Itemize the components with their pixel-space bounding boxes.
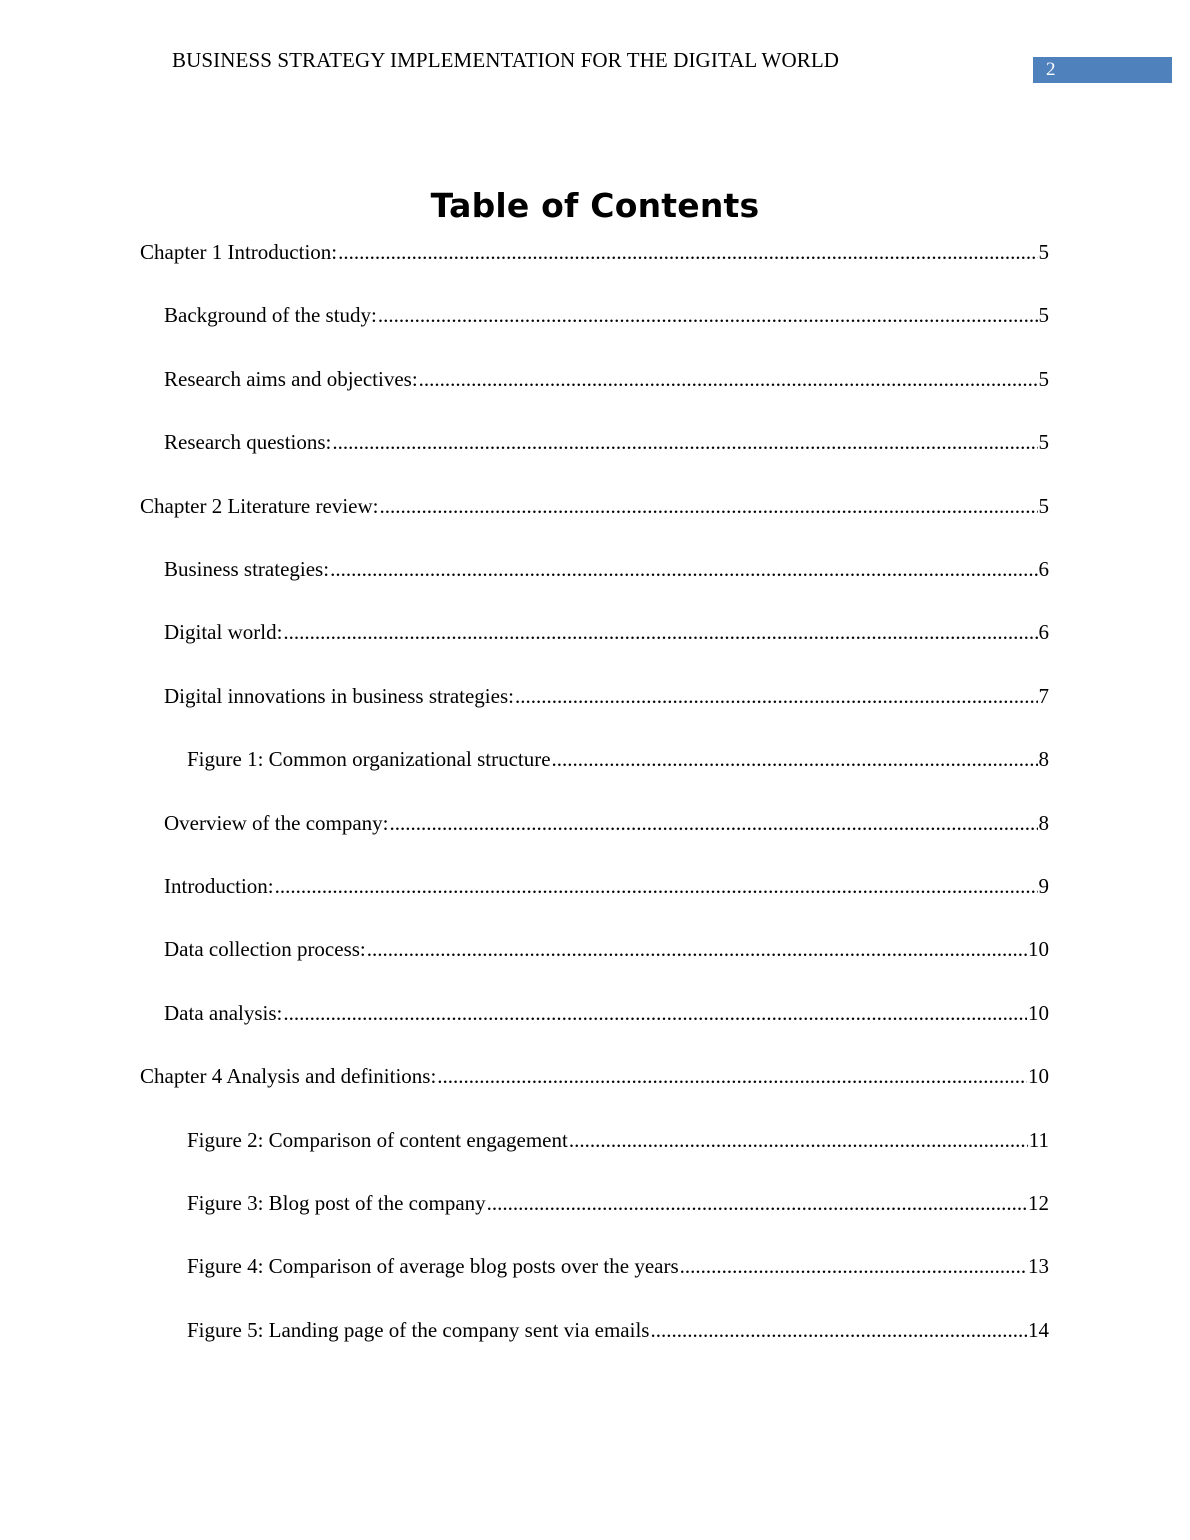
toc-entry-page-number: 7 bbox=[1038, 684, 1049, 708]
toc-leader-dots bbox=[330, 555, 1037, 583]
toc-entry-page-number: 6 bbox=[1038, 620, 1049, 644]
toc-entry-label: Chapter 4 Analysis and definitions: bbox=[140, 1064, 437, 1088]
toc-entry-page-number: 11 bbox=[1028, 1128, 1049, 1152]
toc-entry-label: Chapter 1 Introduction: bbox=[140, 240, 338, 264]
toc-leader-dots bbox=[332, 428, 1037, 456]
toc-entry[interactable] bbox=[164, 935, 1049, 963]
toc-entry-page-number: 10 bbox=[1028, 937, 1049, 961]
toc-entry-page-number: 5 bbox=[1038, 303, 1049, 327]
toc-entry-label: Figure 5: Landing page of the company sent via emails bbox=[187, 1318, 650, 1342]
toc-entry-label: Figure 3: Blog post of the company bbox=[187, 1191, 486, 1215]
toc-entry-label: Figure 1: Common organizational structure bbox=[187, 747, 551, 771]
toc-entry-page-number: 5 bbox=[1038, 240, 1049, 264]
toc-entry-label: Figure 2: Comparison of content engagement bbox=[187, 1128, 568, 1152]
toc-leader-dots bbox=[437, 1062, 1027, 1090]
toc-entry[interactable] bbox=[140, 492, 1049, 520]
toc-entry[interactable] bbox=[164, 428, 1049, 456]
toc-entry-page-number: 8 bbox=[1038, 811, 1049, 835]
toc-entry[interactable] bbox=[140, 238, 1049, 266]
toc-entry[interactable] bbox=[164, 555, 1049, 583]
toc-leader-dots bbox=[275, 872, 1038, 900]
toc-leader-dots bbox=[419, 365, 1038, 393]
toc-entry-label: Chapter 2 Literature review: bbox=[140, 494, 379, 518]
toc-leader-dots bbox=[378, 301, 1038, 329]
toc-entry[interactable] bbox=[187, 745, 1049, 773]
toc-leader-dots bbox=[552, 745, 1038, 773]
toc-leader-dots bbox=[283, 618, 1037, 646]
toc-entry-label: Introduction: bbox=[164, 874, 274, 898]
toc-entry-label: Digital world: bbox=[164, 620, 283, 644]
running-head: BUSINESS STRATEGY IMPLEMENTATION FOR THE DIGITAL WORLD bbox=[172, 48, 840, 72]
toc-leader-dots bbox=[680, 1252, 1027, 1280]
toc-leader-dots bbox=[338, 238, 1037, 266]
toc-entry[interactable] bbox=[164, 999, 1049, 1027]
toc-leader-dots bbox=[390, 809, 1038, 837]
toc-entry-label: Data collection process: bbox=[164, 937, 366, 961]
toc-entry-label: Data analysis: bbox=[164, 1001, 283, 1025]
toc-entry-page-number: 10 bbox=[1028, 1064, 1049, 1088]
toc-entry[interactable] bbox=[140, 1062, 1049, 1090]
toc-entry[interactable] bbox=[187, 1252, 1049, 1280]
toc-entry-page-number: 6 bbox=[1038, 557, 1049, 581]
toc-entry-label: Research aims and objectives: bbox=[164, 367, 418, 391]
toc-entry-page-number: 10 bbox=[1028, 1001, 1049, 1025]
toc-entry[interactable] bbox=[164, 301, 1049, 329]
toc-entry-page-number: 14 bbox=[1028, 1318, 1049, 1342]
toc-leader-dots bbox=[367, 935, 1027, 963]
toc-entry[interactable] bbox=[164, 872, 1049, 900]
toc-entry-label: Business strategies: bbox=[164, 557, 330, 581]
toc-entry[interactable] bbox=[164, 682, 1049, 710]
toc-entry-page-number: 8 bbox=[1038, 747, 1049, 771]
toc-entry-label: Background of the study: bbox=[164, 303, 377, 327]
toc-leader-dots bbox=[569, 1126, 1028, 1154]
toc-entry-page-number: 5 bbox=[1038, 430, 1049, 454]
toc-entry[interactable] bbox=[187, 1189, 1049, 1217]
toc-entry-page-number: 13 bbox=[1028, 1254, 1049, 1278]
toc-entry[interactable] bbox=[164, 809, 1049, 837]
toc-entry[interactable] bbox=[187, 1126, 1049, 1154]
toc-leader-dots bbox=[487, 1189, 1027, 1217]
toc-entry-page-number: 12 bbox=[1028, 1191, 1049, 1215]
toc-entry-page-number: 5 bbox=[1038, 367, 1049, 391]
toc-entry[interactable] bbox=[187, 1316, 1049, 1344]
toc-entry-page-number: 9 bbox=[1038, 874, 1049, 898]
toc-leader-dots bbox=[379, 492, 1037, 520]
toc-title: Table of Contents bbox=[430, 186, 760, 225]
toc-leader-dots bbox=[283, 999, 1027, 1027]
toc-entry-label: Overview of the company: bbox=[164, 811, 389, 835]
page-number: 2 bbox=[1046, 59, 1056, 80]
toc-entry-label: Digital innovations in business strategies: bbox=[164, 684, 514, 708]
toc-entry-label: Figure 4: Comparison of average blog posts over the years bbox=[187, 1254, 679, 1278]
toc-leader-dots bbox=[650, 1316, 1027, 1344]
toc-entry-page-number: 5 bbox=[1038, 494, 1049, 518]
toc-leader-dots bbox=[515, 682, 1038, 710]
toc-entry[interactable] bbox=[164, 365, 1049, 393]
toc-entry[interactable] bbox=[164, 618, 1049, 646]
toc-entry-label: Research questions: bbox=[164, 430, 332, 454]
